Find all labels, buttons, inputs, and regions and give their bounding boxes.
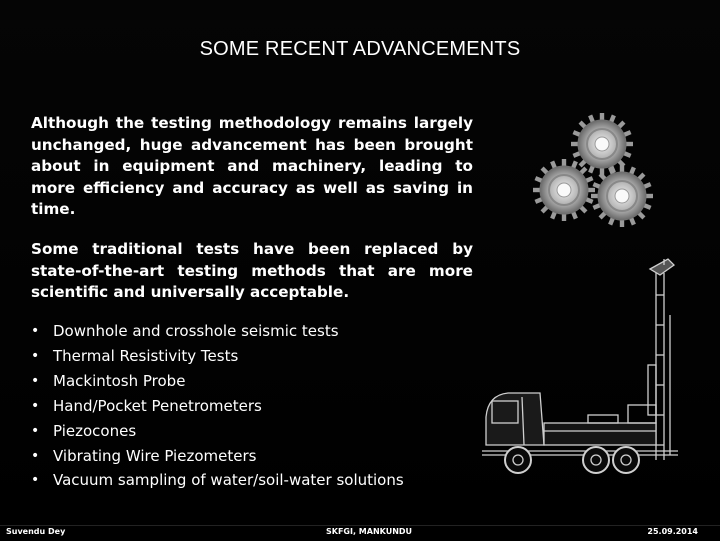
- bullet-item: • Thermal Resistivity Tests: [31, 344, 404, 369]
- bullet-item: • Hand/Pocket Penetrometers: [31, 394, 404, 419]
- drilling-rig-truck-icon: [478, 255, 693, 505]
- bullet-item: • Mackintosh Probe: [31, 369, 404, 394]
- paragraph-intro: Although the testing methodology remains largely unchanged, huge advancement has been brought about in equipment and machinery, leading to more efficiency and accuracy as well as saving in time.: [31, 114, 473, 218]
- bullet-list: [31, 319, 404, 493]
- bullet-item: • Piezocones: [31, 419, 404, 444]
- bullet-item: • Vibrating Wire Piezometers: [31, 444, 404, 469]
- bullet-item: • Downhole and crosshole seismic tests: [31, 319, 404, 344]
- paragraph-methods: Some traditional tests have been replaced by state-of-the-art testing methods that are more scientific and universally acceptable.: [31, 240, 473, 301]
- footer-author: Suvendu Dey: [6, 527, 66, 536]
- footer-date: 25.09.2014: [647, 527, 698, 536]
- gears-icon: [530, 108, 660, 233]
- bullet-item: • Vacuum sampling of water/soil-water solutions: [31, 468, 404, 493]
- slide-title: SOME RECENT ADVANCEMENTS: [199, 38, 521, 60]
- footer-institution: SKFGI, MANKUNDU: [326, 527, 413, 536]
